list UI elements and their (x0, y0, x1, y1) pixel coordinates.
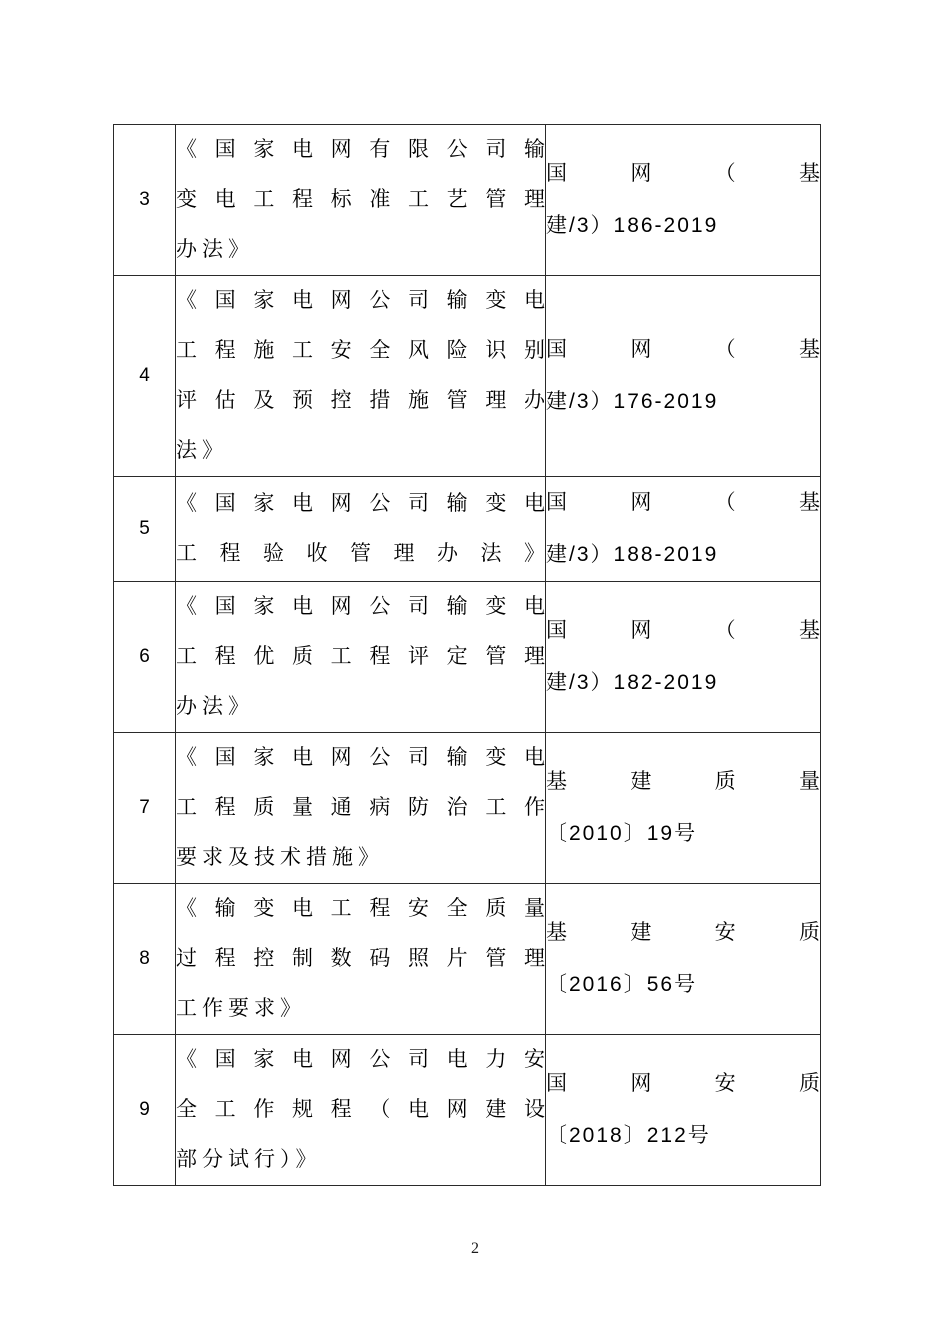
table-row (114, 582, 821, 733)
row-index: 9 (139, 1098, 150, 1120)
document-name-cell (176, 884, 546, 1035)
name-line: 《国家电网公司电力安 (176, 1048, 545, 1071)
document-code-text (546, 477, 820, 581)
row-index-cell (114, 477, 176, 582)
table-row (114, 733, 821, 884)
document-code-cell (546, 1035, 821, 1186)
document-name-cell (176, 276, 546, 477)
name-line: 全工作规程（电网建设 (176, 1098, 545, 1121)
code-line: 建/3）188-2019 (546, 543, 719, 566)
document-name-cell (176, 1035, 546, 1186)
name-line: 《国家电网公司输变电 (176, 746, 545, 769)
name-line: 工作要求》 (176, 997, 306, 1020)
code-line: 〔2018〕212号 (546, 1124, 711, 1147)
name-line: 《国家电网有限公司输 (176, 138, 545, 161)
name-line: 法》 (176, 439, 228, 462)
table-row (114, 1035, 821, 1186)
document-code-text (546, 1058, 820, 1162)
row-index: 3 (139, 188, 150, 210)
code-line: 国网（基 (546, 162, 820, 185)
name-line: 工程质量通病防治工作 (176, 796, 545, 819)
document-name-cell (176, 477, 546, 582)
document-code-cell (546, 884, 821, 1035)
code-line: 国网（基 (546, 619, 820, 642)
row-index-cell (114, 582, 176, 733)
name-line: 工程验收管理办法》 (176, 542, 545, 565)
row-index: 8 (139, 947, 150, 969)
name-line: 工程施工安全风险识别 (176, 339, 545, 362)
code-line: 基建质量 (546, 770, 820, 793)
row-index: 5 (139, 517, 150, 539)
document-name-text (176, 733, 545, 883)
row-index: 7 (139, 796, 150, 818)
name-line: 《输变电工程安全质量 (176, 897, 545, 920)
row-index-cell (114, 733, 176, 884)
table-row (114, 884, 821, 1035)
document-name-text (176, 125, 545, 275)
name-line: 《国家电网公司输变电 (176, 289, 545, 312)
table-row (114, 125, 821, 276)
name-line: 办法》 (176, 695, 254, 718)
name-line: 要求及技术措施》 (176, 846, 384, 869)
name-line: 评估及预控措施管理办 (176, 389, 545, 412)
name-line: 办法》 (176, 238, 254, 261)
row-index: 6 (139, 645, 150, 667)
row-index-cell (114, 276, 176, 477)
document-name-cell (176, 733, 546, 884)
name-line: 工程优质工程评定管理 (176, 645, 545, 668)
document-name-cell (176, 582, 546, 733)
code-line: 建/3）176-2019 (546, 390, 719, 413)
name-line: 部分试行）》 (176, 1148, 322, 1171)
document-code-cell (546, 125, 821, 276)
document-code-cell (546, 276, 821, 477)
document-code-cell (546, 477, 821, 582)
table-body (114, 125, 821, 1186)
row-index-cell (114, 1035, 176, 1186)
table-row (114, 276, 821, 477)
code-line: 〔2016〕56号 (546, 973, 698, 996)
table-row (114, 477, 821, 582)
document-name-text (176, 479, 545, 579)
document-name-text (176, 276, 545, 476)
document-code-text (546, 605, 820, 709)
document-name-text (176, 1035, 545, 1185)
code-line: 国网（基 (546, 491, 820, 514)
name-line: 变电工程标准工艺管理 (176, 188, 545, 211)
code-line: 基建安质 (546, 921, 820, 944)
row-index: 4 (139, 364, 150, 386)
document-code-text (546, 324, 820, 428)
code-line: 建/3）186-2019 (546, 214, 719, 237)
code-line: 建/3）182-2019 (546, 671, 719, 694)
code-line: 国网（基 (546, 338, 820, 361)
document-name-text (176, 884, 545, 1034)
document-code-text (546, 756, 820, 860)
row-index-cell (114, 125, 176, 276)
name-line: 《国家电网公司输变电 (176, 595, 545, 618)
page-number: 2 (471, 1240, 479, 1257)
code-line: 〔2010〕19号 (546, 822, 698, 845)
document-code-text (546, 907, 820, 1011)
document-code-cell (546, 733, 821, 884)
code-line: 国网安质 (546, 1072, 820, 1095)
row-index-cell (114, 884, 176, 1035)
document-code-cell (546, 582, 821, 733)
name-line: 《国家电网公司输变电 (176, 492, 545, 515)
document-code-text (546, 148, 820, 252)
document-name-text (176, 582, 545, 732)
name-line: 过程控制数码照片管理 (176, 947, 545, 970)
document-name-cell (176, 125, 546, 276)
regulation-reference-table (113, 124, 821, 1186)
